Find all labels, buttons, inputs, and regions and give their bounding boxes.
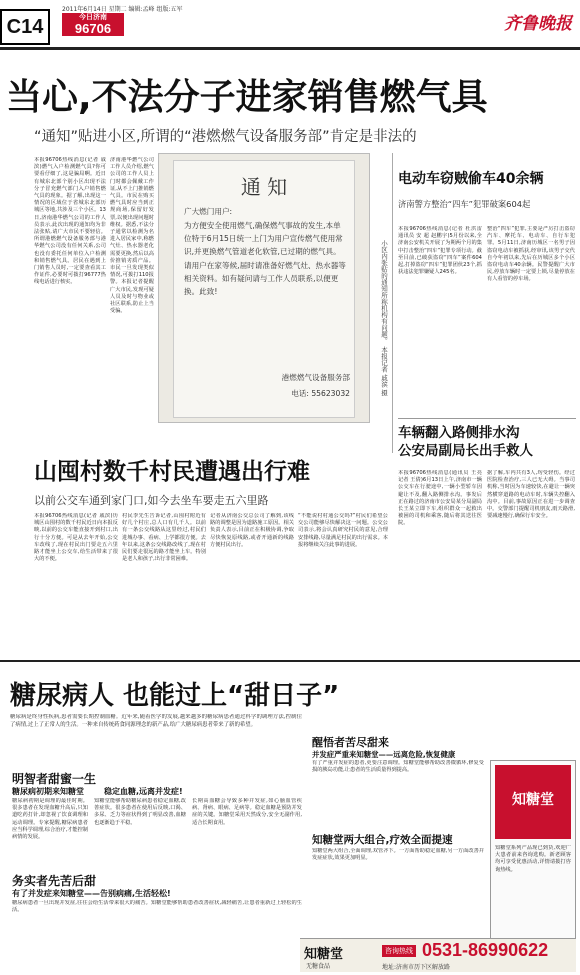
product-box [490, 760, 576, 940]
advert-footer [300, 938, 576, 972]
advert-intro: 糖尿病是终身性疾病,患者需要长期控制血糖。近年来,随着医学的发展,越来越多的糖尿病患者通过科学的调理方法,控制住了病情,过上了正常人的生活。一种来自传统药食同源理念的新产品,给广大糖尿病患者带来了新的希望。 [10, 714, 302, 728]
bus-col2: 据了解,车内共有3人,均受轻伤。经过医院检查治疗,三人已无大碍。当事司机称,当时因为车速较快,在避让一辆突然横穿道路的电动车时,车辆失控翻入沟中。目前,事故原因正在进一步调查中。交警部门提醒司机朋友,雨天路滑,要减速慢行,确保行车安全。 [487, 470, 575, 520]
advert-rule [0, 660, 580, 662]
ebike-rule [398, 418, 576, 419]
notice-phone: 电话: 55623032 [291, 389, 350, 398]
advert-sub4: 知糖堂两大组合,疗效全面提速 [312, 834, 453, 846]
notice-greeting: 广大燃门用户: [184, 207, 233, 216]
newspaper-logo: 齐鲁晚报 [504, 14, 572, 34]
notice-paper [173, 160, 355, 418]
advert-address: 地址:济南市历下区解放路 [382, 964, 451, 971]
advert-sub3-body: 糖尿病患者一旦出现并发症,往往会给生活带来很大的痛苦。知糖堂能够帮助患者改善症状,减轻痛苦,让患者重新过上轻松的生活。 [12, 900, 302, 914]
hotline-number: 96706 [62, 22, 124, 36]
gas-subhead: “通知”贴进小区,所谓的“港燃燃气设备服务部”肯定是非法的 [34, 129, 417, 145]
ebike-col2: 整治“四车”犯罪,主要是严厉打击盗窃汽车、摩托车、电动车、自行车犯罪。5月11日,济南历城区一名男子因盗窃电动车被抓获,经审讯,该男子交代自今年初以来,先后在历城区多个小区盗窃电动车40余辆。民警提醒广大市民,停放车辆时一定要上锁,尽量停放在有人看管的停车场。 [487, 226, 575, 283]
advert-sub1: 明智者甜蜜一生 [12, 772, 97, 786]
advert-col2-body: 知糖堂能够帮助糖尿病患者稳定血糖,改善症状。很多患者在使用后反映,口渴、多尿、乏力等症状得到了明显改善,血糖也逐渐趋于平稳。 [94, 798, 186, 826]
advert-sub2-line2: 并发症严重来知糖堂——远离危险,恢复健康 [312, 750, 456, 759]
brand-name: 知糖堂 [304, 947, 344, 962]
gas-body-col2: 济南港华燃气公司工作人员介绍,燃气公司的工作人员上门时都会佩戴工作证,从不上门推销燃气具。市民在购买燃气具时应当到正规商场,保留好发票,以便出现问题时维权。据悉,不法分子通常以检测为名进入居民家中,称燃气灶、热水器老化需要更换,然后以高价推销劣质产品。市民一旦发现类似情况,可拨打110报警。本报记者提醒广大市民,发现可疑人员及时与物业或社区联系,防止上当受骗。 [110, 157, 154, 315]
advert-sub1-line2: 糖尿病初期来知糖堂 [12, 787, 84, 796]
village-col1: 本报96706热线消息(记者 戚滨)历城区山囤村的数千村民近日向本报反映,以前的公交车能直接开到村口,出行十分方便。可是从去年开始,公交车改线了,现在村民出门要走五六里路才能坐上公交车,给生活带来了很大的不便。 [34, 513, 118, 563]
gas-headline: 当心,不法分子进家销售燃气具 [6, 77, 488, 118]
advert-sub1-body: 糖尿病初期是调理的最佳时期。很多患者在发现血糖升高后,只知道吃药打针,却忽视了饮食调理和运动调理。专家提醒,糖尿病患者应当科学调理,综合治疗,才能控制病情的发展。 [12, 798, 88, 841]
village-col2: 村民李先生告诉记者,山囤村附近有好几个村庄,总人口有几千人。以前有一条公交线路从这里经过,村民们进城办事、看病、上学都很方便。去年以来,这条公交线路改线了,现在村民们要走很远的路才能坐上车。特别是老人和孩子,出行非常困难。 [122, 513, 206, 563]
section-label: 今日济南 [62, 13, 124, 22]
village-headline: 山囤村数千村民遭遇出行难 [34, 459, 310, 485]
notice-body: 为方便安全使用燃气,确保燃气事故的发生,本单位特于6月15日统一上门为用户宣传燃气使用常识,并更换燃气管道老化软管,已过期的燃气具。请用户在家等候,届时请准备好燃气灶、热水器等相关资料。如有疑问请与工作人员联系,以便更换。此致! [184, 221, 346, 297]
village-subhead: 以前公交车通到家门口,如今去坐车要走五六里路 [34, 494, 269, 507]
gas-body-col1: 本报96706热线消息(记者 戚滨)燃气入户检测燃气具?你可要看仔细了,这是骗局啊。近日有城东北部个别小区出现不法分子冒充燃气部门入户销售燃气具的现象。据了解,出现这一情况的区域位于省城东北部历城区等地,共涉及三个小区。13日,济南港华燃气公司的工作人员表示,此次出现的通知均为非法张贴,请广大市民不要轻信。所谓港燃燃气设备服务部与港华燃气公司没有任何关系,公司也没有委托任何单位入户检测和销售燃气具。居民在遇到上门销售人员时,一定要查看其工作证件,必要时可拨打96777热线电话进行核实。 [34, 157, 106, 286]
advert-sub3: 务实者先苦后甜 [12, 874, 97, 888]
header-rule [0, 47, 580, 50]
advert-headline: 糖尿病人 也能过上“甜日子” [10, 681, 340, 711]
bus-col1: 本报96706热线消息(通讯员 王亮 记者 王倩)6月13日上午,济南市一辆公交车在行驶途中,一辆小型轿车因避让不及,翻入路侧排水沟。事发后正在路过的济南市公安局某分局副局长王某立即下车,组织群众一起救出被困的司机和乘客,随后将其送往医院。 [398, 470, 482, 527]
photo-caption: 小区内张贴的通知所称机构有问题。 本报记者 戚滨 摄 [380, 240, 388, 396]
notice-signature: 港燃燃气设备服务部 [281, 373, 350, 382]
page-number: C14 [0, 9, 50, 45]
bus-headline: 车辆翻入路侧排水沟 [398, 425, 520, 441]
page-header [60, 5, 580, 41]
brand-sub: 无糖食品 [306, 963, 331, 970]
ebike-col1: 本报96706热线消息(记者 杜洪雷 通讯员 安 超 赵鹏宇)5月份以来,全济南公安机关开展了为期两个月的集中打击整治“四车”犯罪专项行动。截至目前,已破获盗窃“四车”案件604起,打掉盗窃“四车”犯罪团伙23个,抓获违法犯罪嫌疑人245名。 [398, 226, 482, 276]
village-col3: 记者从济南公交总公司了解到,该线路的调整是因为道路施工原因。相关负责人表示,目前正在积极协调,争取尽快恢复原线路,或者开通新的线路方便村民出行。 [210, 513, 294, 548]
bus-subhead: 公安局副局长出手救人 [398, 443, 533, 459]
advert-col2-head: 稳定血糖,远离并发症! [104, 787, 183, 796]
date-line: 2011年6月14日 星期二 编辑:孟峰 组版:五军 [62, 6, 183, 13]
advert-sub4-body: 知糖堂两大组合,全面调理,双管齐下。一方面帮助稳定血糖,另一方面改善并发症症状,效果更加明显。 [312, 848, 484, 862]
advert-col3-body: 长期高血糖会导致多种并发症,如心脑血管疾病、肾病、眼病、足病等。稳定血糖是预防并发症的关键。知糖堂采用天然成分,安全无副作用,适合长期食用。 [192, 798, 302, 826]
village-col4: “不能说村村通公交吗?”村民们希望公交公司能够尽快解决这一问题。公交公司表示,将会认真研究村民的意见,合理安排线路,尽量满足村民的出行需求。本报将继续关注此事的进展。 [298, 513, 388, 548]
advert-sub2: 醒悟者苦尽甜来 [312, 736, 389, 749]
product-package [495, 765, 571, 839]
advert-sub2-body: 有了严重并发症的患者,更要注意调理。知糖堂能够帮助改善微循环,修复受损的胰岛功能,让患者的生活质量得到提高。 [312, 760, 484, 774]
notice-photo [158, 153, 370, 423]
product-package-label: 知糖堂 [512, 792, 554, 808]
ebike-headline: 电动车窃贼偷车40余辆 [398, 171, 544, 187]
ebike-subhead: 济南警方整治“四车”犯罪破案604起 [398, 199, 531, 209]
notice-title: 通 知 [240, 175, 288, 199]
advert-sub3-line2: 有了并发症来知糖堂——告别病痛,生活轻松! [12, 889, 171, 898]
column-divider [392, 153, 393, 453]
hotline-label: 咨询热线 [382, 945, 416, 957]
product-box-text: 知糖堂系列产品现已到货,欢迎广大患者前来咨询选购。新老顾客均可享受优惠活动,详情请拨打咨询热线。 [495, 845, 571, 873]
advert-hotline: 0531-86990622 [422, 940, 549, 960]
